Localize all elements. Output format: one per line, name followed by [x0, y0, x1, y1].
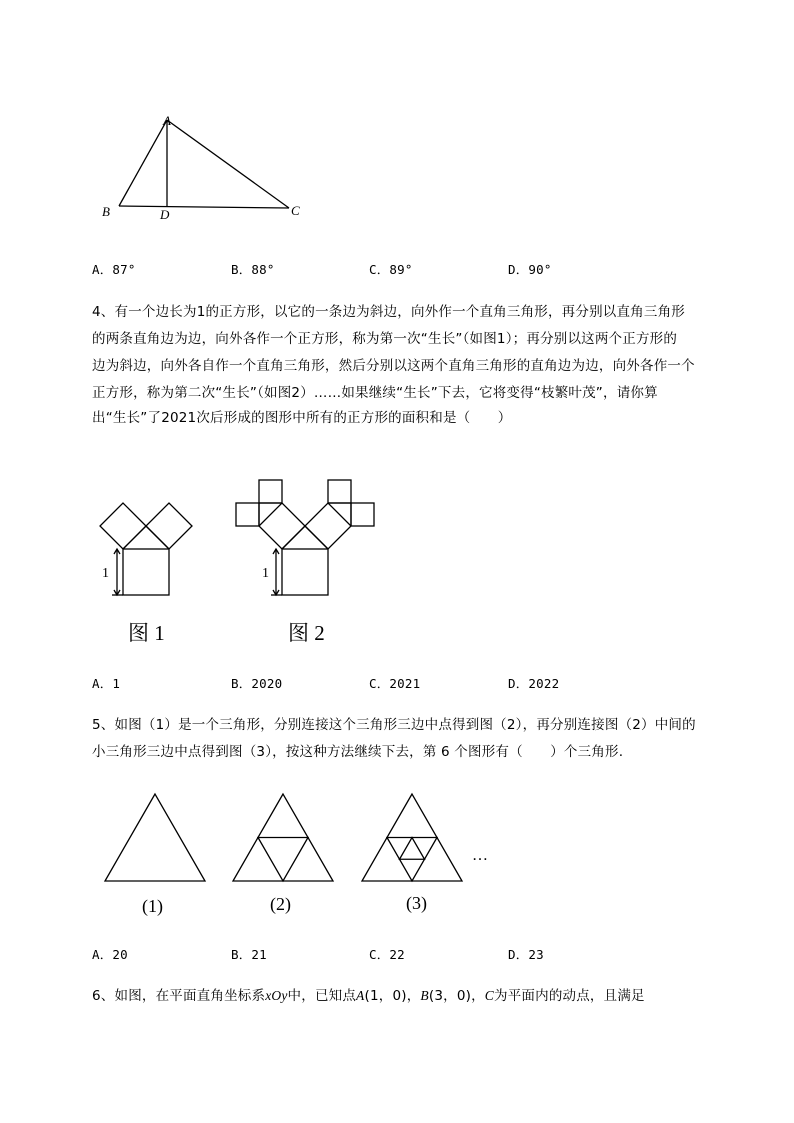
fig1-label: 图 1	[128, 621, 165, 645]
q5-option-b: B．21	[231, 947, 267, 962]
q5-line-2: 小三角形三边中点得到图（3），按这种方法继续下去，第 6 个图形有（ ）个三角形.	[92, 744, 624, 760]
q6-point-a: A	[356, 988, 365, 1003]
q4-option-c: C．2021	[369, 676, 421, 691]
q3-option-a: A．87°	[92, 262, 136, 277]
q6-mid: 中，已知点	[287, 988, 357, 1004]
fig-label-3: (3)	[406, 893, 427, 913]
q4-option-d: D．2022	[508, 676, 560, 691]
q5-option-c: C．22	[369, 947, 405, 962]
q4-line-3: 边为斜边，向外各自作一个直角三角形，然后分别以这两个直角三角形的直角边为边，向外各作一个	[92, 358, 695, 374]
base-square	[123, 549, 169, 595]
q4-option-a: A．1	[92, 676, 121, 691]
triangle-3-inner	[400, 838, 425, 860]
q6-tail: 为平面内的动点，且满足	[494, 988, 645, 1004]
q5-option-a: A．20	[92, 947, 128, 962]
q6-line-1	[92, 982, 645, 1010]
triangle-1	[105, 794, 205, 881]
q6-point-c: C	[484, 988, 495, 1003]
ellipsis: …	[472, 847, 488, 864]
side-length-label: 1	[102, 566, 109, 581]
small-square-b	[259, 480, 282, 503]
triangle-figures	[100, 790, 520, 930]
q4-option-b: B．2020	[231, 676, 283, 691]
q6-point-b: B	[420, 988, 429, 1003]
label-b: B	[102, 204, 110, 219]
small-square-c	[328, 480, 351, 503]
fig2-label: 图 2	[288, 621, 325, 645]
q4-line-2: 的两条直角边为边，向外各作一个正方形，称为第一次“生长”（如图1）；再分别以这两个正方形的	[92, 331, 678, 347]
label-a: A	[163, 113, 171, 128]
q3-option-b: B．88°	[231, 262, 275, 277]
right-square-1	[305, 503, 351, 549]
q6-coord-a: (1，0)，	[364, 988, 421, 1004]
base-square	[282, 549, 328, 595]
q4-line-1: 4、有一个边长为1的正方形，以它的一条边为斜边，向外作一个直角三角形，再分别以直角三角形	[92, 304, 685, 320]
growth-figure-1	[95, 490, 205, 605]
triangle-abc-figure	[95, 108, 315, 228]
side-ab	[119, 120, 167, 206]
q6-coordinate-system: xOy	[265, 988, 288, 1003]
right-triangle	[123, 526, 169, 549]
side-ac	[167, 120, 289, 208]
side-bc	[119, 206, 289, 208]
label-d: D	[160, 207, 170, 222]
q3-option-d: D．90°	[508, 262, 552, 277]
q5-option-d: D．23	[508, 947, 544, 962]
fig-label-1: (1)	[142, 896, 163, 916]
q3-option-c: C．89°	[369, 262, 413, 277]
small-square-d	[351, 503, 374, 526]
left-branch-square	[100, 503, 146, 549]
label-c: C	[291, 203, 300, 218]
right-branch-square	[146, 503, 192, 549]
q4-line-4: 正方形，称为第二次“生长”（如图2）……如果继续“生长”下去，它将变得“枝繁叶茂”，请你算	[92, 385, 658, 401]
small-square-a	[236, 503, 259, 526]
fig-label-2: (2)	[270, 894, 291, 914]
side-length-label: 1	[262, 566, 269, 581]
q6-pre: 6、如图，在平面直角坐标系	[92, 988, 266, 1004]
q6-coord-b: (3，0)，	[428, 988, 485, 1004]
q5-line-1: 5、如图（1）是一个三角形，分别连接这个三角形三边中点得到图（2），再分别连接图（2）中间的	[92, 717, 696, 733]
q4-line-5: 出“生长”了2021次后形成的图形中所有的正方形的面积和是（ ）	[92, 410, 512, 426]
left-square-1	[259, 503, 305, 549]
triangle-2-medial	[258, 838, 308, 882]
growth-figure-2	[232, 455, 392, 605]
